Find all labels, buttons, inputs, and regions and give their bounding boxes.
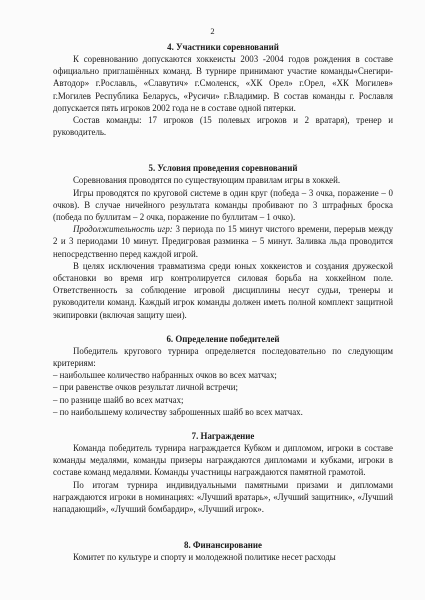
- duration-text: 3 периода по 15 минут чистого времени, перерыв между 2 и 3 периодами 10 минут. Предигровая разминка – 5 минут. Заливка льда проводится непосредственно перед каждой игрой.: [53, 224, 394, 259]
- section-8-title: 8. Финансирование: [184, 540, 262, 551]
- page-number: 2: [210, 26, 215, 36]
- section-7-paragraph-1: Команда победитель турнира награждается Кубком и дипломом, игроки в составе команды медалями, команды призеры награждаются дипломами и кубками, игроки в составе команд медалями. Команды участницы награждаются памятной грамотой.: [53, 443, 393, 478]
- section-4-paragraph-2: Состав команды: 17 игроков (15 полевых игроков и 2 вратаря), тренер и руководитель.: [53, 115, 393, 138]
- section-6-title: 6. Определение победителей: [166, 333, 280, 344]
- section-5-paragraph-3: [53, 223, 393, 260]
- duration-label: Продолжительность игр:: [73, 224, 173, 235]
- criteria-item: – по разнице шайб во всех матчах;: [53, 394, 184, 405]
- document-body: [53, 41, 393, 564]
- section-7-paragraph-2: По итогам турнира индивидуальными памятными призами и дипломами награждаются игроки в номинациях: «Лучший вратарь», «Лучший защитник», «Лучший нападающий», «Лучший бомбардир», «Лучший игрок».: [53, 479, 393, 515]
- section-6-paragraph-1: Победитель кругового турнира определяется последовательно по следующим критериям:: [53, 345, 393, 369]
- section-4-title: 4. Участники соревнований: [167, 42, 279, 52]
- section-5-paragraph-1: Соревнования проводятся по существующим правилам игры в хоккей.: [73, 175, 341, 186]
- section-5-paragraph-4: В целях исключения травматизма среди юных хоккеистов и создания дружеской обстановки во время игр контролируется силовая борьба на хоккейном поле. Ответственность за соблюдение игровой дисциплины несут судьи, тренеры и руководители команд. Каждый игрок команды должен иметь полной комплект защитной экипировки (включая защиту шеи).: [53, 260, 393, 320]
- section-8-paragraph-1: Комитет по культуре и спорту и молодежной политике несет расходы: [73, 552, 336, 563]
- criteria-item: – наибольшее количество набранных очков во всех матчах;: [53, 370, 277, 381]
- section-7-title: 7. Награждение: [191, 431, 255, 442]
- criteria-list: [53, 369, 393, 418]
- section-5-title: 5. Условия проведения соревнований: [148, 163, 298, 174]
- criteria-item: – при равенстве очков результат личной встречи;: [53, 382, 238, 393]
- section-4-paragraph-1: К соревнованию допускаются хоккеисты 2003 -2004 годов рождения в составе официально приглашённых команд. В турнире принимают участие команды«Снегири-Автодор» г.Рославль, «Славутич» г.Смоленск, «ХК Орел» г.Орел, «ХК Могилев» г.Могилев Республика Беларусь, «Русичи» г.Владимир. В состав команды г. Рославля допускается пять игроков 2002 года не в составе одной пятерки.: [53, 54, 393, 113]
- criteria-item: – по наибольшему количеству заброшенных шайб во всех матчах.: [53, 406, 303, 417]
- section-5-paragraph-2: Игры проводятся по круговой системе в один круг (победа – 3 очка, поражение – 0 очков). В случае ничейного результата команды пробивают по 3 штрафных броска (победа по буллитам – 2 очка, поражение по буллитам – 1 очко).: [53, 187, 393, 223]
